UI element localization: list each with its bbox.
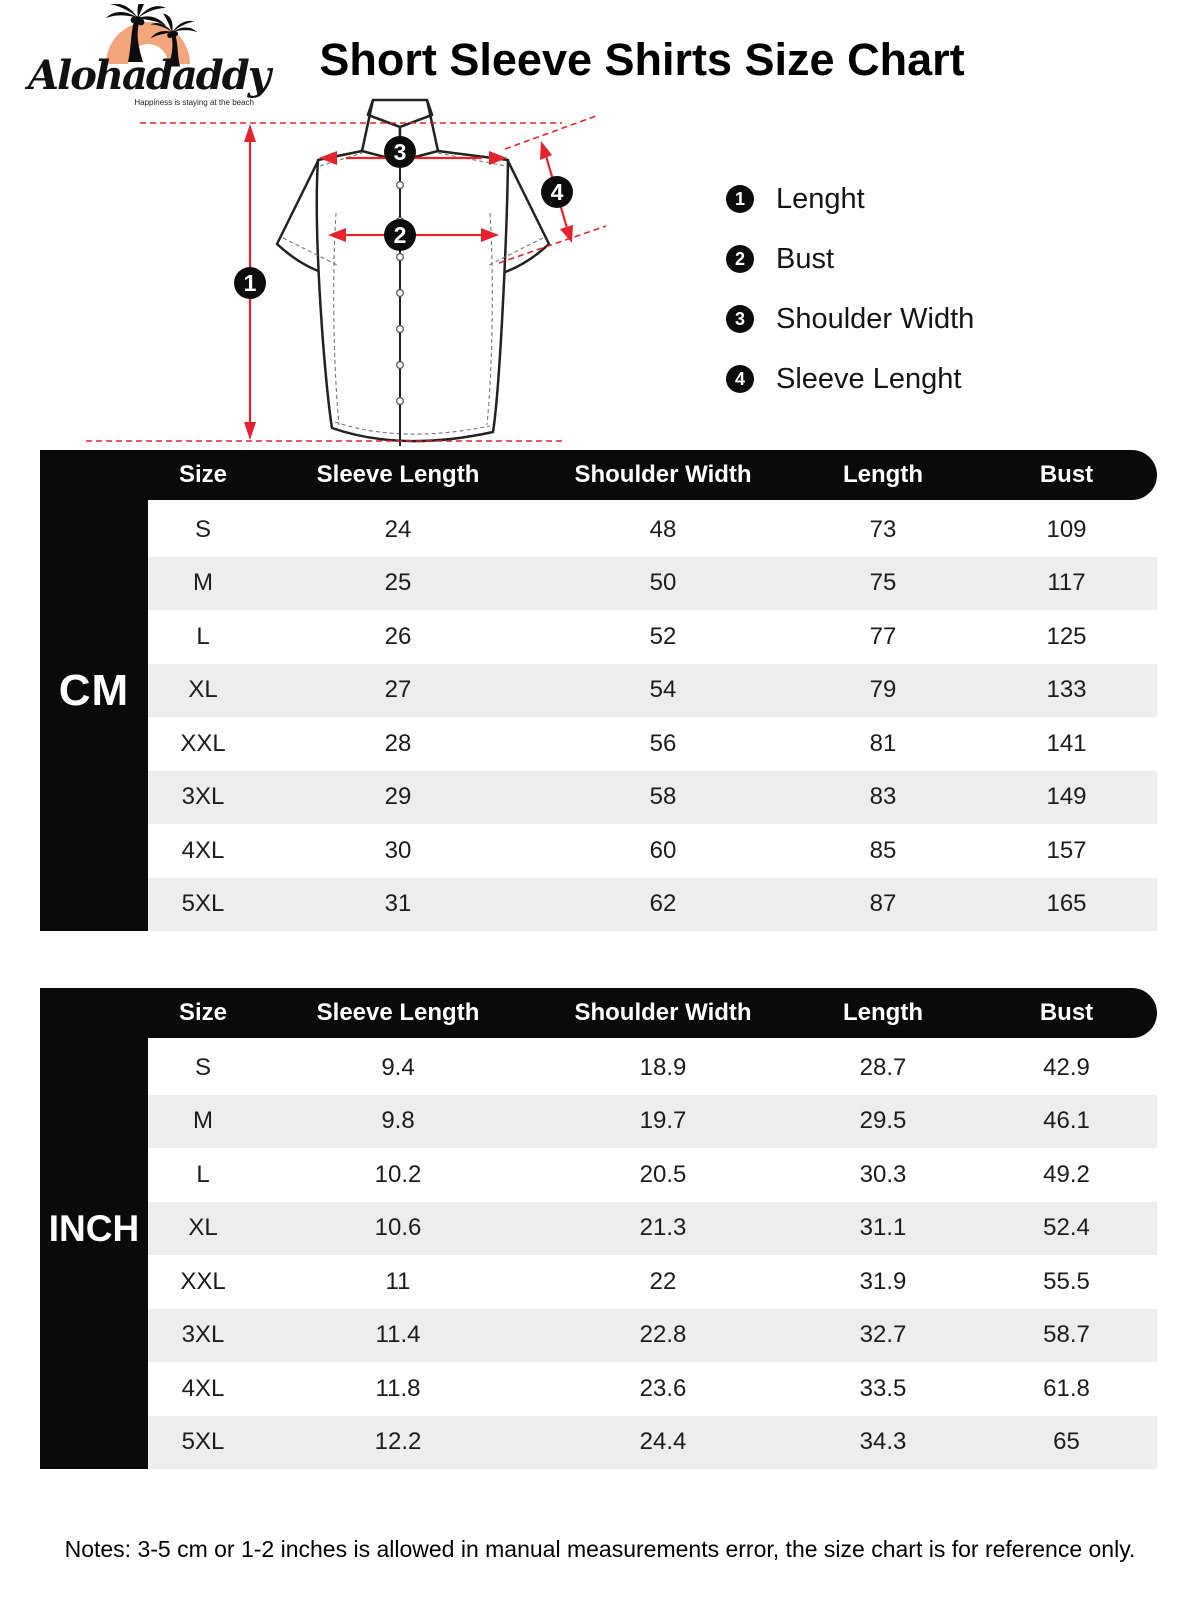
table-cell: 22	[649, 1267, 677, 1295]
table-cell: 81	[869, 729, 897, 757]
table-cell: 33.5	[859, 1374, 907, 1402]
measurement-legend	[726, 180, 974, 420]
table-cell: 87	[869, 890, 897, 918]
table-cell: 18.9	[639, 1053, 687, 1081]
table-cell: 3XL	[181, 1321, 225, 1349]
size-table-cm	[40, 450, 1157, 931]
table-cell: 32.7	[859, 1321, 907, 1349]
table-cell: 19.7	[639, 1107, 687, 1135]
table-row	[148, 1362, 1157, 1416]
table-cell: 10.2	[374, 1160, 422, 1188]
table-cell: 85	[869, 836, 897, 864]
header-cell: Size	[178, 461, 228, 488]
table-cell: 50	[649, 569, 677, 597]
table-cell: 165	[1046, 890, 1087, 918]
table-cell: XL	[188, 676, 218, 704]
table-cell: 26	[384, 622, 412, 650]
size-table-inch	[40, 988, 1157, 1469]
header-cell: Size	[178, 999, 228, 1026]
table-cell: 58	[649, 783, 677, 811]
table-cell: 11	[385, 1267, 411, 1295]
table-cell: 30.3	[859, 1160, 907, 1188]
table-row	[148, 557, 1157, 611]
table-row	[148, 1041, 1157, 1095]
table-cell: 65	[1053, 1428, 1080, 1456]
table-cell: 24	[384, 515, 412, 543]
table-cell: 34.3	[859, 1428, 907, 1456]
table-cell: 77	[869, 622, 897, 650]
table-cell: L	[196, 622, 210, 650]
table-row	[148, 1095, 1157, 1149]
table-cell: 27	[384, 676, 412, 704]
header-cell: Bust	[1039, 461, 1094, 488]
unit-label-inch: INCH	[40, 988, 148, 1469]
table-cell: 5XL	[181, 890, 225, 918]
marker-4: 4	[550, 179, 564, 205]
unit-label-cm: CM	[40, 450, 148, 931]
table-cell: 60	[649, 836, 677, 864]
header-cell: Bust	[1039, 999, 1094, 1026]
page-title: Short Sleeve Shirts Size Chart	[319, 34, 965, 85]
table-cell: 149	[1046, 783, 1087, 811]
table-cell: 141	[1046, 729, 1087, 757]
table-header-row	[40, 988, 1157, 1038]
table-row	[148, 1148, 1157, 1202]
table-cell: 9.8	[381, 1107, 415, 1135]
legend-item-shoulder-width: 3 Shoulder Width	[726, 300, 974, 338]
legend-item-sleeve-length: 4 Sleeve Lenght	[726, 360, 974, 398]
table-cell: 42.9	[1043, 1053, 1090, 1081]
table-cell: 46.1	[1043, 1107, 1090, 1135]
table-row	[148, 1255, 1157, 1309]
table-cell: XXL	[180, 1267, 226, 1295]
legend-item-bust: 2 Bust	[726, 240, 974, 278]
table-cell: 125	[1046, 622, 1087, 650]
table-row	[148, 1202, 1157, 1256]
table-row	[148, 503, 1157, 557]
table-cell: 4XL	[181, 1374, 225, 1402]
header-cell: Shoulder Width	[574, 999, 752, 1026]
notes-text: Notes: 3-5 cm or 1-2 inches is allowed in manual measurements error, the size chart is for reference only.	[64, 1536, 1136, 1562]
shirt-body	[317, 151, 508, 441]
legend-3-icon: 3	[726, 305, 754, 333]
legend-4-icon: 4	[726, 365, 754, 393]
table-cell: 79	[869, 676, 897, 704]
table-row	[148, 824, 1157, 878]
table-cell: 23.6	[639, 1374, 687, 1402]
table-cell: 52	[649, 622, 677, 650]
table-cell: 109	[1046, 515, 1087, 543]
table-cell: 62	[649, 890, 677, 918]
table-row	[148, 1416, 1157, 1470]
table-cell: 61.8	[1043, 1374, 1090, 1402]
table-cell: XL	[188, 1214, 218, 1242]
table-cell: 24.4	[639, 1428, 687, 1456]
table-cell: 4XL	[181, 836, 225, 864]
table-cell: 25	[384, 569, 412, 597]
table-cell: 55.5	[1043, 1267, 1090, 1295]
table-cell: 52.4	[1043, 1214, 1090, 1242]
table-cell: 31	[384, 890, 412, 918]
marker-3: 3	[393, 139, 407, 165]
table-cell: 11.8	[375, 1374, 421, 1402]
shirt-measurement-diagram	[0, 95, 660, 455]
table-cell: M	[193, 569, 213, 597]
table-cell: 31.1	[859, 1214, 907, 1242]
marker-1: 1	[243, 270, 257, 296]
table-cell: 117	[1047, 569, 1086, 597]
table-cell: 20.5	[639, 1160, 687, 1188]
table-row	[148, 771, 1157, 825]
table-cell: M	[193, 1107, 213, 1135]
table-cell: 5XL	[181, 1428, 225, 1456]
legend-1-icon: 1	[726, 185, 754, 213]
table-cell: S	[194, 1053, 211, 1081]
table-row	[148, 610, 1157, 664]
table-cell: 54	[649, 676, 677, 704]
header-cell: Length	[843, 999, 923, 1026]
table-row	[148, 878, 1157, 932]
brand-logo	[28, 4, 268, 107]
table-cell: XXL	[180, 729, 226, 757]
marker-2: 2	[393, 222, 407, 248]
table-cell: 28	[384, 729, 412, 757]
header-cell: Shoulder Width	[574, 461, 752, 488]
brand-name: Alohadaddy	[28, 52, 269, 99]
table-cell: 29	[384, 783, 412, 811]
table-cell: 133	[1046, 676, 1087, 704]
table-cell: 157	[1046, 836, 1087, 864]
table-cell: 21.3	[639, 1214, 687, 1242]
table-cell: 73	[869, 515, 897, 543]
legend-2-icon: 2	[726, 245, 754, 273]
header-cell: Length	[843, 461, 923, 488]
header-cell: Sleeve Length	[316, 461, 480, 488]
header-cell: Sleeve Length	[316, 999, 480, 1026]
table-cell: L	[196, 1160, 210, 1188]
table-cell: 31.9	[859, 1267, 907, 1295]
table-cell: 49.2	[1043, 1160, 1090, 1188]
table-row	[148, 664, 1157, 718]
table-cell: 30	[384, 836, 412, 864]
table-cell: 10.6	[374, 1214, 422, 1242]
table-row	[148, 717, 1157, 771]
table-cell: 58.7	[1043, 1321, 1090, 1349]
table-cell: 29.5	[859, 1107, 907, 1135]
table-row	[148, 1309, 1157, 1363]
brand-tagline: Happiness is staying at the beach	[134, 98, 254, 107]
table-cell: 83	[869, 783, 897, 811]
sleeve-top-guide	[505, 116, 596, 149]
table-cell: 56	[649, 729, 677, 757]
table-cell: 22.8	[639, 1321, 687, 1349]
table-cell: 11.4	[375, 1321, 421, 1349]
legend-item-length: 1 Lenght	[726, 180, 974, 218]
table-cell: 12.2	[374, 1428, 422, 1456]
table-cell: 3XL	[181, 783, 225, 811]
table-body	[148, 450, 1157, 931]
table-cell: 75	[869, 569, 897, 597]
table-cell: S	[194, 515, 211, 543]
table-cell: 48	[649, 515, 677, 543]
table-cell: 28.7	[859, 1053, 907, 1081]
table-body	[148, 988, 1157, 1469]
table-header-row	[40, 450, 1157, 500]
table-cell: 9.4	[381, 1053, 415, 1081]
